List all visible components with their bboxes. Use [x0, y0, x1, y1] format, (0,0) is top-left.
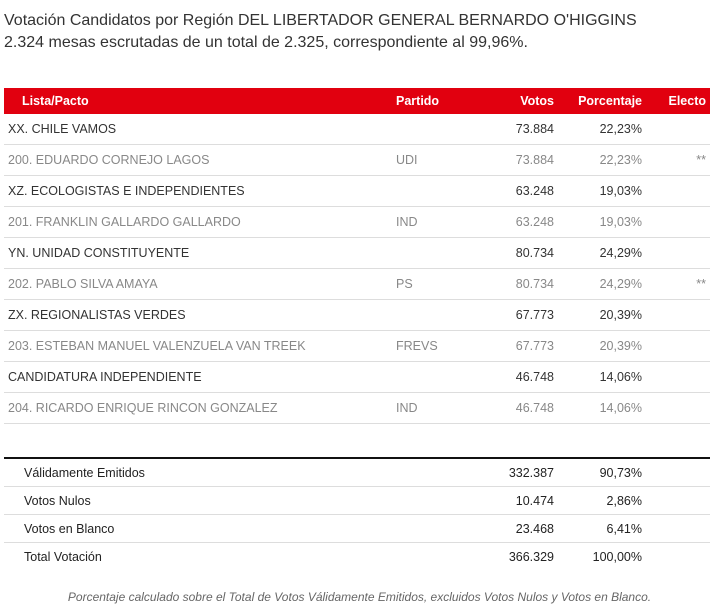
summary-empty [646, 487, 710, 515]
summary-votos: 23.468 [470, 515, 558, 543]
summary-table [4, 457, 710, 570]
cell-name: 200. EDUARDO CORNEJO LAGOS [4, 145, 392, 176]
candidate-row [4, 331, 710, 362]
summary-pct: 6,41% [558, 515, 646, 543]
cell-electo [646, 176, 710, 207]
cell-name: XZ. ECOLOGISTAS E INDEPENDIENTES [4, 176, 392, 207]
summary-empty [392, 458, 470, 487]
summary-label: Total Votación [24, 549, 102, 564]
cell-votos: 63.248 [470, 176, 558, 207]
pact-row [4, 300, 710, 331]
cell-electo [646, 300, 710, 331]
summary-empty [392, 543, 470, 571]
summary-votos: 10.474 [470, 487, 558, 515]
cell-pct: 19,03% [558, 207, 646, 238]
summary-row [4, 487, 710, 515]
header-lista: Lista/Pacto [4, 88, 392, 114]
cell-pct: 20,39% [558, 331, 646, 362]
candidate-row [4, 145, 710, 176]
pact-row [4, 114, 710, 145]
table-header [4, 88, 710, 114]
cell-votos: 80.734 [470, 238, 558, 269]
summary-row [4, 543, 710, 571]
footnote: Porcentaje calculado sobre el Total de Votos Válidamente Emitidos, excluidos Votos Nulos y Votos en Blanco. [67, 590, 652, 604]
summary-empty [392, 487, 470, 515]
cell-name: 203. ESTEBAN MANUEL VALENZUELA VAN TREEK [4, 331, 392, 362]
cell-electo: ** [646, 145, 710, 176]
cell-partido [392, 176, 470, 207]
title-region: Votación Candidatos por Región DEL LIBERTADOR GENERAL BERNARDO O'HIGGINS [4, 12, 637, 29]
cell-pct: 14,06% [558, 362, 646, 393]
candidate-row [4, 269, 710, 300]
cell-name: 201. FRANKLIN GALLARDO GALLARDO [4, 207, 392, 238]
summary-votos: 366.329 [508, 549, 554, 564]
cell-votos: 67.773 [470, 300, 558, 331]
summary-votos: 332.387 [470, 458, 558, 487]
header-votos: Votos [470, 88, 558, 114]
cell-name: YN. UNIDAD CONSTITUYENTE [4, 238, 392, 269]
cell-electo [646, 114, 710, 145]
cell-pct: 14,06% [558, 393, 646, 424]
cell-partido [392, 300, 470, 331]
cell-partido [392, 238, 470, 269]
cell-votos: 67.773 [470, 331, 558, 362]
summary-label: Votos en Blanco [4, 515, 392, 543]
pact-row [4, 176, 710, 207]
header-porcentaje: Porcentaje [558, 88, 646, 114]
candidate-row [4, 207, 710, 238]
header-partido: Partido [392, 88, 470, 114]
pact-row [4, 362, 710, 393]
summary-row [4, 515, 710, 543]
summary-row [4, 458, 710, 487]
results-table [4, 88, 710, 424]
cell-electo [646, 362, 710, 393]
cell-pct: 19,03% [558, 176, 646, 207]
cell-votos: 73.884 [470, 114, 558, 145]
summary-pct: 90,73% [558, 458, 646, 487]
summary-label: Votos Nulos [4, 487, 392, 515]
cell-electo [646, 207, 710, 238]
cell-votos: 46.748 [470, 393, 558, 424]
summary-label: Válidamente Emitidos [4, 458, 392, 487]
cell-name: ZX. REGIONALISTAS VERDES [4, 300, 392, 331]
candidate-row [4, 393, 710, 424]
summary-empty [646, 458, 710, 487]
cell-partido: PS [392, 269, 470, 300]
cell-votos: 46.748 [470, 362, 558, 393]
cell-electo [646, 238, 710, 269]
cell-partido [392, 362, 470, 393]
cell-electo: ** [646, 269, 710, 300]
summary-empty [392, 515, 470, 543]
cell-name: 204. RICARDO ENRIQUE RINCON GONZALEZ [4, 393, 392, 424]
cell-pct: 22,23% [558, 114, 646, 145]
cell-partido: IND [392, 393, 470, 424]
cell-name: CANDIDATURA INDEPENDIENTE [4, 362, 392, 393]
summary-pct: 100,00% [592, 549, 642, 564]
cell-partido [392, 114, 470, 145]
page-title [4, 10, 637, 54]
cell-partido: IND [392, 207, 470, 238]
summary-empty [646, 543, 710, 571]
cell-name: XX. CHILE VAMOS [4, 114, 392, 145]
cell-votos: 73.884 [470, 145, 558, 176]
cell-pct: 22,23% [558, 145, 646, 176]
summary-pct: 2,86% [558, 487, 646, 515]
cell-pct: 24,29% [558, 269, 646, 300]
cell-partido: FREVS [392, 331, 470, 362]
pact-row [4, 238, 710, 269]
header-electo: Electo [646, 88, 710, 114]
cell-name: 202. PABLO SILVA AMAYA [4, 269, 392, 300]
cell-partido: UDI [392, 145, 470, 176]
cell-votos: 63.248 [470, 207, 558, 238]
summary-empty [646, 515, 710, 543]
cell-electo [646, 331, 710, 362]
title-progress: 2.324 mesas escrutadas de un total de 2.325, correspondiente al 99,96%. [4, 34, 528, 51]
cell-votos: 80.734 [470, 269, 558, 300]
cell-electo [646, 393, 710, 424]
cell-pct: 20,39% [558, 300, 646, 331]
cell-pct: 24,29% [558, 238, 646, 269]
